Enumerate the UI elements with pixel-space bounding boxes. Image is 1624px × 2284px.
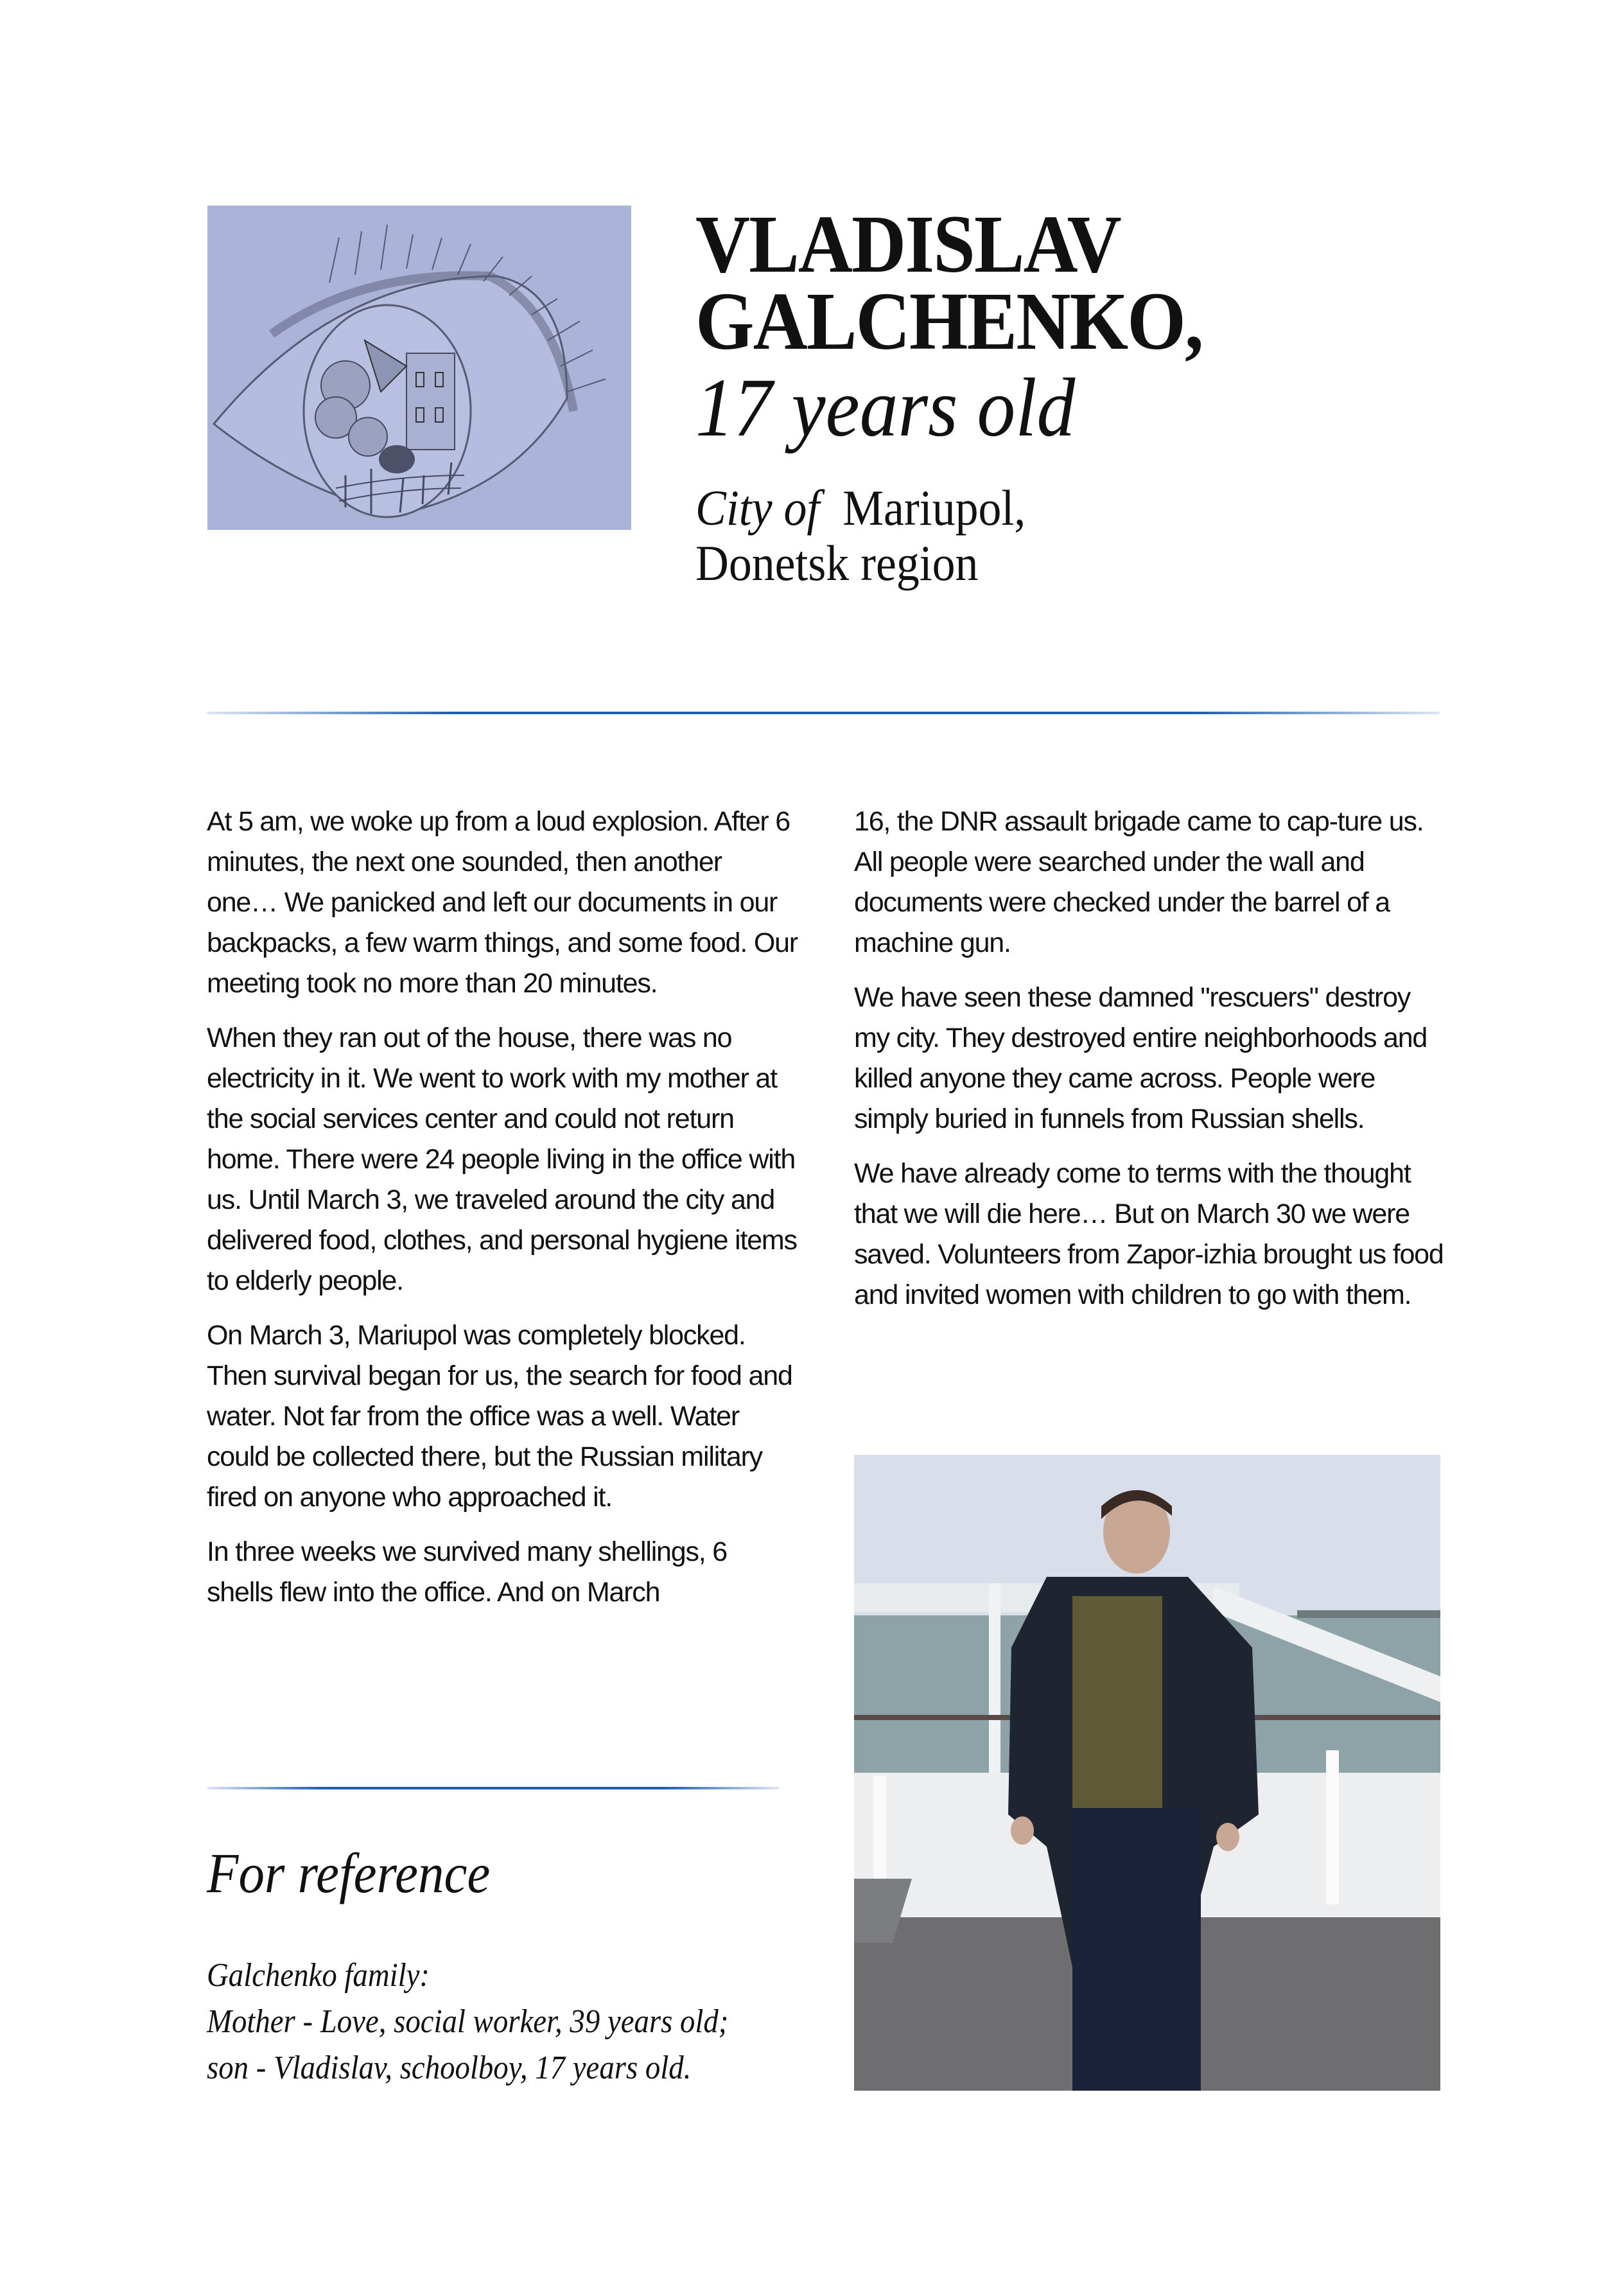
person-name-last: GALCHENKO, <box>695 276 1203 367</box>
story-column-right <box>854 802 1445 1330</box>
story-paragraph: At 5 am, we woke up from a loud explosion. After 6 minutes, the next one sounded, then another one… We panicked and left our documents in our backpacks, a few warm things, and some food. Our meeting took no more than 20 minutes. <box>207 806 798 999</box>
location-region: Donetsk region <box>695 535 979 591</box>
header-divider <box>207 712 1440 714</box>
person-age: 17 years old <box>695 362 1076 454</box>
reference-title: For reference <box>207 1843 491 1905</box>
eye-drawing-icon <box>207 206 631 530</box>
story-paragraph: We have seen these damned "rescuers" destroy my city. They destroyed entire neighborhoods and killed anyone they came across. People were simply buried in funnels from Russian shells. <box>854 982 1428 1134</box>
person-location <box>695 480 1404 591</box>
story-column-left <box>207 802 798 1627</box>
eye-drawing-image <box>207 206 631 530</box>
story-paragraph: 16, the DNR assault brigade came to cap-ture us. All people were searched under the wall and documents were checked under the barrel of a machine gun. <box>854 806 1424 958</box>
story-paragraph: In three weeks we survived many shellings, 6 shells flew into the office. And on March <box>207 1536 727 1608</box>
reference-line: Galchenko family: <box>207 1957 430 1994</box>
portrait-photo-image <box>854 1455 1440 2091</box>
story-paragraph: We have already come to terms with the thought that we will die here… But on March 30 we were saved. Volunteers from Zapor-izhia brought us food and invited women with children to go with them. <box>854 1158 1444 1310</box>
portrait-photo-icon <box>854 1455 1440 2091</box>
reference-divider <box>207 1787 780 1789</box>
story-paragraph: On March 3, Mariupol was completely blocked. Then survival began for us, the search for food and water. Not far from the office was a well. Water could be collected there, but the Russian military fired on anyone who approached it. <box>207 1320 792 1513</box>
page-header <box>695 198 1466 591</box>
reference-line: Mother - Love, social worker, 39 years old; <box>207 2003 729 2040</box>
reference-line: son - Vladislav, schoolboy, 17 years old. <box>207 2050 692 2086</box>
reference-body <box>207 1953 728 2091</box>
story-paragraph: When they ran out of the house, there was no electricity in it. We went to work with my mother at the social services center and could not return home. There were 24 people living in the office with us. Until March 3, we traveled around the city and delivered food, clothes, and personal hygiene items to elderly people. <box>207 1023 797 1296</box>
location-prefix: City of <box>695 480 820 536</box>
person-name-first: VLADISLAV <box>695 198 1121 290</box>
location-city: Mariupol, <box>843 480 1026 536</box>
